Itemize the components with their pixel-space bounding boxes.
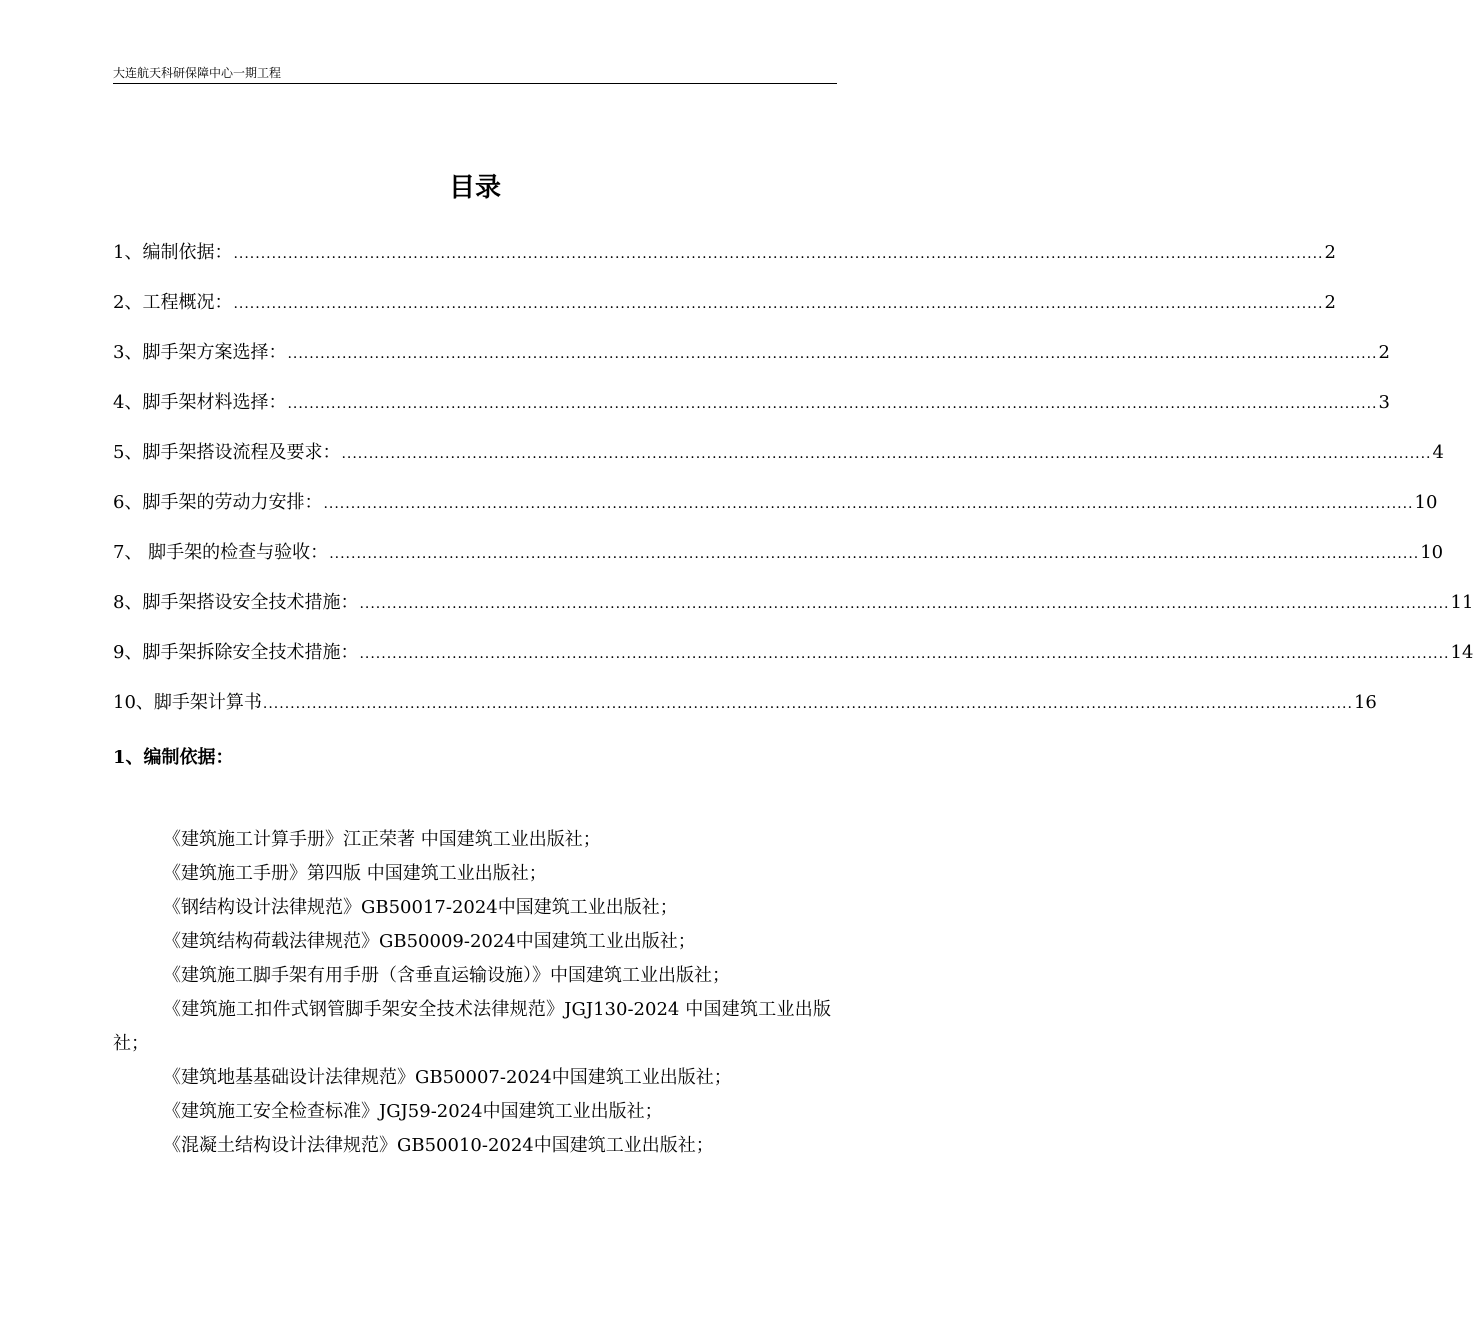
toc-entry-page: 2 xyxy=(1324,292,1336,313)
toc-dot-leader: ........................................................................................................................................................................................................ xyxy=(323,496,1414,512)
toc-entry-page: 14 xyxy=(1450,642,1473,663)
toc-dot-leader: ........................................................................................................................................................................................................ xyxy=(233,296,1324,312)
toc-entry[interactable] xyxy=(113,688,1377,738)
toc-dot-leader: ........................................................................................................................................................................................................ xyxy=(359,646,1450,662)
reference-item: 《混凝土结构设计法律规范》GB50010-2024中国建筑工业出版社； xyxy=(163,1135,714,1156)
toc-dot-leader: ........................................................................................................................................................................................................ xyxy=(287,396,1378,412)
reference-item: 《建筑施工脚手架有用手册（含垂直运输设施）》中国建筑工业出版社； xyxy=(163,965,730,986)
toc-entry-label: 5、脚手架搭设流程及要求： xyxy=(113,442,341,463)
toc-entry-label: 10、脚手架计算书 xyxy=(113,692,262,713)
toc-entry-page: 3 xyxy=(1378,392,1390,413)
toc-entry-page: 4 xyxy=(1432,442,1444,463)
toc-entry-page: 10 xyxy=(1414,492,1438,513)
toc-entry[interactable] xyxy=(113,388,1390,438)
toc-entry-label: 3、脚手架方案选择： xyxy=(113,342,287,363)
toc-dot-leader: ........................................................................................................................................................................................................ xyxy=(262,696,1353,712)
page-header xyxy=(113,66,837,84)
toc-dot-leader: ........................................................................................................................................................................................................ xyxy=(359,596,1450,612)
reference-item: 《建筑施工计算手册》江正荣著 中国建筑工业出版社； xyxy=(163,829,601,850)
toc-entry[interactable] xyxy=(113,238,1336,288)
toc-entry-label: 8、脚手架搭设安全技术措施： xyxy=(113,592,359,613)
toc-entry[interactable] xyxy=(113,588,1473,638)
table-of-contents xyxy=(113,238,1473,738)
reference-item: 《建筑结构荷载法律规范》GB50009-2024中国建筑工业出版社； xyxy=(163,931,696,952)
toc-dot-leader: ........................................................................................................................................................................................................ xyxy=(329,546,1420,562)
toc-entry[interactable] xyxy=(113,538,1444,588)
toc-entry-label: 7、 脚手架的检查与验收： xyxy=(113,542,329,563)
toc-entry-page: 16 xyxy=(1353,692,1377,713)
toc-dot-leader: ........................................................................................................................................................................................................ xyxy=(341,446,1432,462)
reference-item: 《建筑施工手册》第四版 中国建筑工业出版社； xyxy=(163,863,547,884)
reference-item: 《建筑施工扣件式钢管脚手架安全技术法律规范》JGJ130-2024 中国建筑工业出版社； xyxy=(113,999,831,1054)
toc-entry[interactable] xyxy=(113,288,1336,338)
toc-entry-label: 1、编制依据： xyxy=(113,242,233,263)
toc-dot-leader: ........................................................................................................................................................................................................ xyxy=(287,346,1378,362)
header-project-name: 大连航天科研保障中心一期工程 xyxy=(113,66,282,80)
toc-entry-label: 6、脚手架的劳动力安排： xyxy=(113,492,323,513)
toc-entry-page: 2 xyxy=(1378,342,1390,363)
toc-entry[interactable] xyxy=(113,438,1444,488)
toc-entry-page: 11 xyxy=(1450,592,1473,613)
reference-item: 《建筑施工安全检查标准》JGJ59-2024中国建筑工业出版社； xyxy=(163,1101,663,1122)
toc-entry[interactable] xyxy=(113,638,1473,688)
toc-entry-page: 2 xyxy=(1324,242,1336,263)
toc-title: 目录 xyxy=(448,173,501,203)
section-heading: 1、编制依据： xyxy=(113,747,234,768)
toc-entry[interactable] xyxy=(113,488,1438,538)
reference-list xyxy=(113,823,831,1163)
toc-entry-label: 2、工程概况： xyxy=(113,292,233,313)
toc-entry-label: 4、脚手架材料选择： xyxy=(113,392,287,413)
reference-item: 《钢结构设计法律规范》GB50017-2024中国建筑工业出版社； xyxy=(163,897,678,918)
toc-entry-page: 10 xyxy=(1420,542,1444,563)
toc-entry[interactable] xyxy=(113,338,1390,388)
toc-entry-label: 9、脚手架拆除安全技术措施： xyxy=(113,642,359,663)
toc-dot-leader: ........................................................................................................................................................................................................ xyxy=(233,246,1324,262)
reference-item: 《建筑地基基础设计法律规范》GB50007-2024中国建筑工业出版社； xyxy=(163,1067,732,1088)
